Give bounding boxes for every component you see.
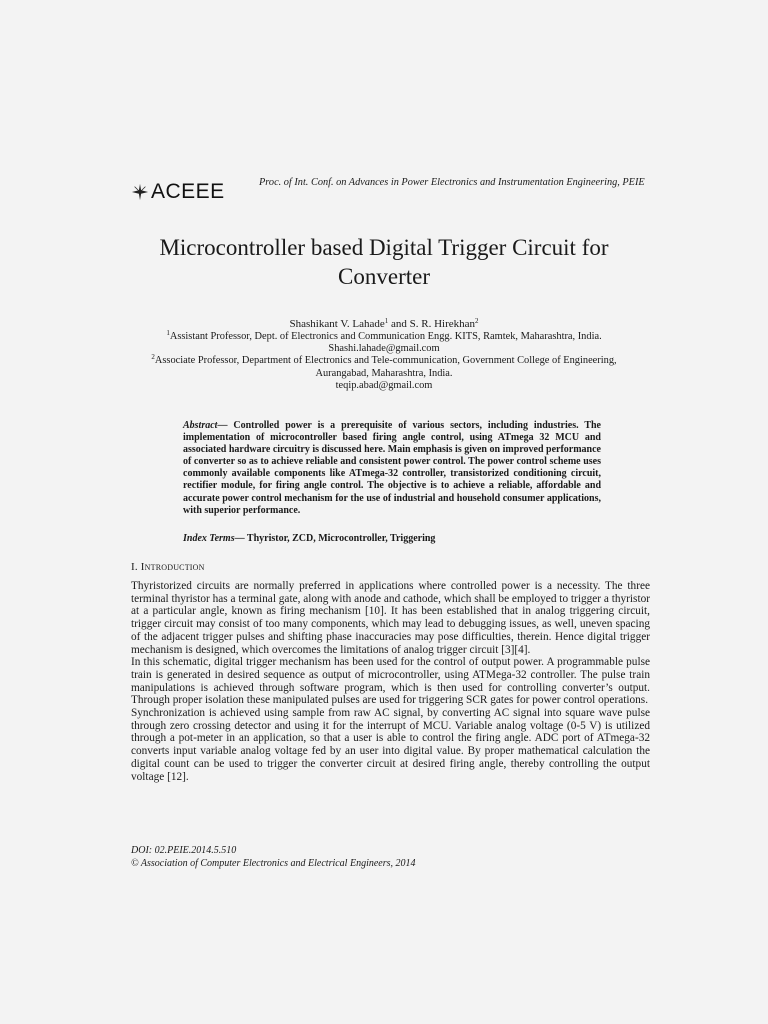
author-and: and — [388, 318, 410, 330]
aff-2-line-1: Associate Professor, Department of Electronics and Tele-communication, Government College of Engineering, — [154, 355, 617, 367]
aff-1-sup: 1 — [166, 329, 170, 337]
aceee-logo — [131, 180, 225, 204]
paragraph-2: In this schematic, digital trigger mechanism has been used for the control of output power. A programmable pulse train is generated in desired sequence as output of microcontroller, using ATMega-32 controller. The pulse train manipulations is achieved through software program, which is then used for controlling converter’s output. Through proper isolation these manipulated pulses are used for triggering SCR gates for power control operations. — [131, 656, 650, 707]
title-line-1: Microcontroller based Digital Trigger Circuit for — [159, 235, 609, 260]
section-title: ntroduction — [144, 561, 205, 573]
affiliation-2-line-2: Aurangabad, Maharashtra, India. — [315, 367, 453, 379]
author-1-sup: 1 — [384, 317, 389, 325]
abstract-label: Abstract — [183, 420, 218, 431]
author-block — [100, 318, 668, 392]
affiliation-1 — [100, 331, 668, 343]
aff-1-text: Assistant Professor, Dept. of Electronics and Communication Engg. KITS, Ramtek, Maharashtra, India. — [169, 331, 602, 342]
section-number: I. I — [131, 561, 145, 573]
index-terms-label: Index Terms — [183, 533, 235, 544]
logo-text: ACEEE — [151, 180, 225, 203]
author-2-sup: 2 — [475, 317, 479, 325]
page-header — [131, 172, 651, 208]
author-2: S. R. Hirekhan — [409, 318, 475, 330]
paper-title — [100, 233, 668, 291]
author-names — [100, 318, 668, 331]
conference-line: Proc. of Int. Conf. on Advances in Power Electronics and Instrumentation Engineering, PEIE — [259, 177, 645, 188]
introduction-body — [131, 580, 650, 783]
email-1: Shashi.lahade@gmail.com — [328, 343, 440, 355]
email-2: teqip.abad@gmail.com — [335, 379, 433, 391]
star-icon — [131, 183, 149, 201]
aff-2-sup: 2 — [151, 353, 155, 362]
title-line-2: Converter — [338, 264, 430, 289]
index-terms-text: — Thyristor, ZCD, Microcontroller, Triggering — [234, 533, 436, 544]
abstract — [183, 420, 601, 517]
index-terms — [183, 533, 601, 544]
copyright-line: © Association of Computer Electronics and Electrical Engineers, 2014 — [131, 857, 416, 869]
abstract-text: — Controlled power is a prerequisite of various sectors, including industries. The implementation of microcontroller based firing angle control, using ATmega 32 MCU and associated hardware circuitry is discussed here. Main emphasis is given on improved performance of converter so as to achieve reliable and consistent power control. The power control scheme uses commonly available components like ATmega-32 controller, transistorized conditioning circuit, rectifier module, for firing angle control. The objective is to achieve a reliable, affordable and accurate power control mechanism for the use of industrial and household consumer applications, with superior performance. — [183, 420, 601, 516]
section-heading — [131, 561, 205, 573]
paragraph-1: Thyristorized circuits are normally preferred in applications where controlled power is a necessity. The three terminal thyristor has a terminal gate, along with anode and cathode, which shall be employed to trigger a thyristor at a particular angle, known as firing mechanism [10]. It has been established that in analog triggering circuit, trigger circuit may consist of too many components, which may lead to debugging issues, as well, uneven spacing of the adjacent trigger pulses and shifting phase inaccuracies may pose difficulties, therein. Hence digital trigger mechanism is designed, which overcomes the limitations of analog trigger circuit [3][4]. — [131, 580, 650, 656]
paragraph-3: Synchronization is achieved using sample from raw AC signal, by converting AC signal into square wave pulse through zero crossing detector and using it for the interrupt of MCU. Variable analog voltage (0-5 V) is utilized through a pot-meter in an application, so that a user is able to control the firing angle. ADC port of ATmega-32 converts input variable analog voltage fed by an user into digital value. By proper mathematical calculation the digital count can be used to trigger the converter circuit at desired firing angle, thereby controlling the output voltage [12]. — [131, 707, 650, 783]
affiliation-2 — [100, 355, 668, 367]
page-footer — [131, 845, 651, 870]
doi-line: DOI: 02.PEIE.2014.5.510 — [131, 845, 237, 856]
author-1: Shashikant V. Lahade — [289, 318, 385, 330]
